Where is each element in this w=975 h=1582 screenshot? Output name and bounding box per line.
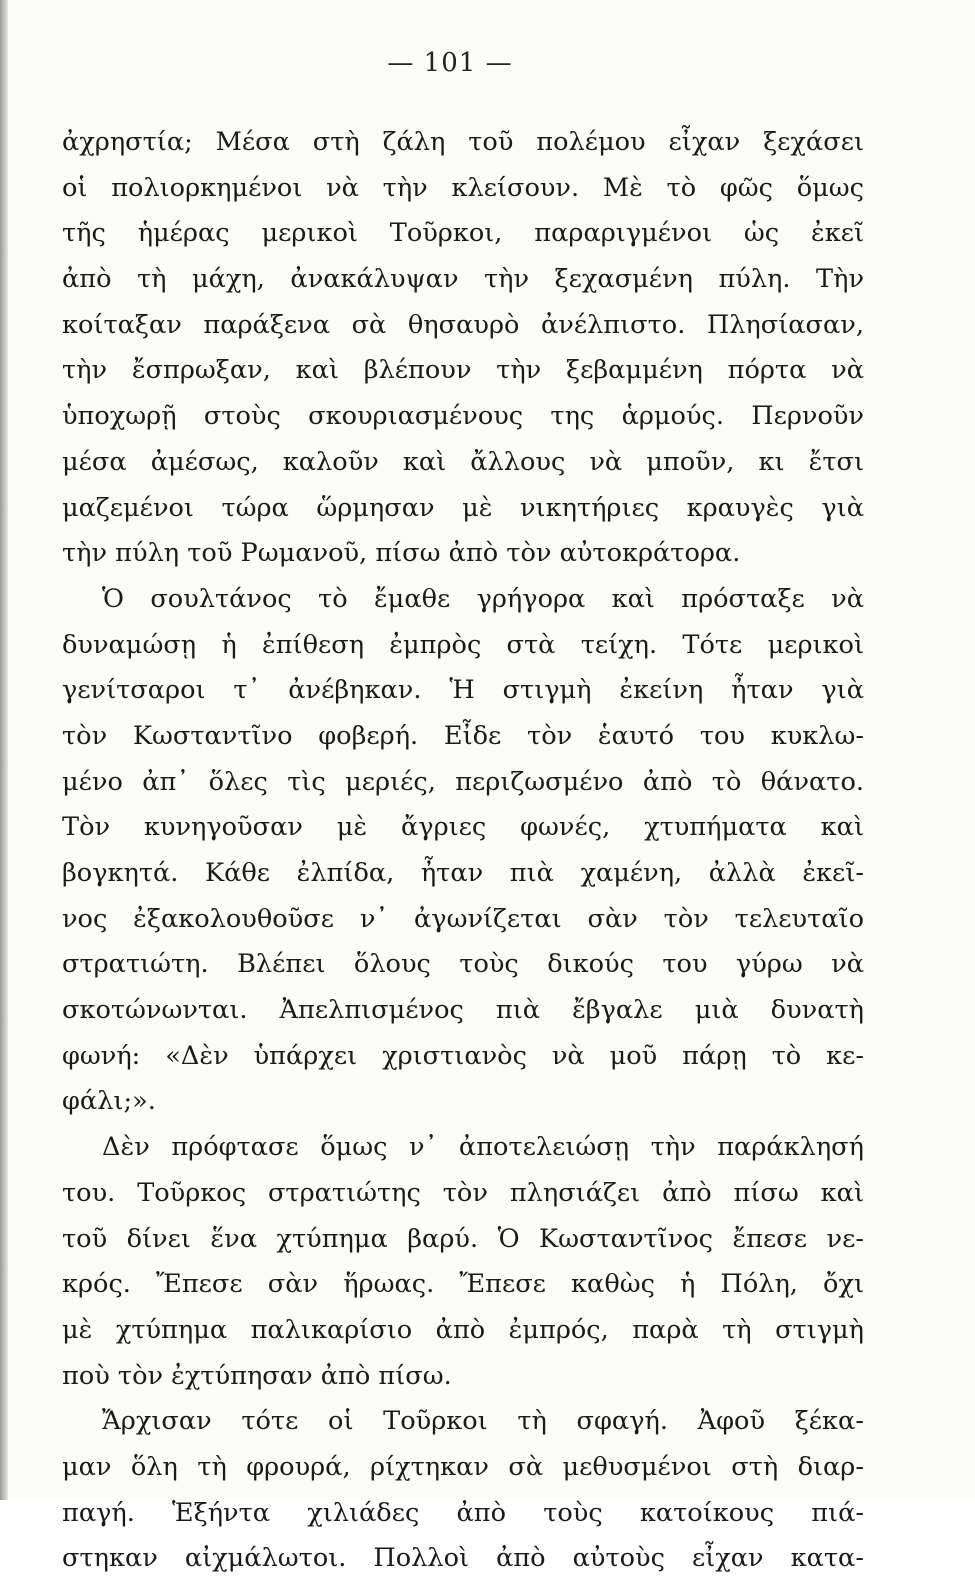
text-line: στρατιώτη. Βλέπει ὅλους τοὺς δικούς του γύρω νὰ: [62, 949, 864, 980]
text-line: μαν ὅλη τὴ φρουρά, ρίχτηκαν σὰ μεθυσμένοι στὴ διαρ-: [62, 1451, 864, 1482]
text-line: του. Τοῦρκος στρατιώτης τὸν πλησιάζει ἀπὸ πίσω καὶ: [62, 1177, 864, 1208]
text-line: φάλι;».: [62, 1086, 156, 1117]
text-line: ἀπὸ τὴ μάχη, ἀνακάλυψαν τὴν ξεχασμένη πύλη. Τὴν: [62, 264, 864, 295]
text-line: μένο ἀπ᾽ ὅλες τὶς μεριές, περιζωσμένο ἀπὸ τὸ θάνατο.: [62, 766, 864, 797]
text-line: Ἄρχισαν τότε οἱ Τοῦρκοι τὴ σφαγή. Ἀφοῦ ξέκα-: [102, 1406, 864, 1437]
text-line: κοίταξαν παράξενα σὰ θησαυρὸ ἀνέλπιστο. Πλησίασαν,: [62, 309, 864, 340]
text-line: φωνή: «Δὲν ὑπάρχει χριστιανὸς νὰ μοῦ πάρῃ τὸ κε-: [62, 1040, 864, 1071]
text-line: σκοτώνωνται. Ἀπελπισμένος πιὰ ἔβγαλε μιὰ δυνατὴ: [62, 995, 864, 1026]
text-line: Τὸν κυνηγοῦσαν μὲ ἄγριες φωνές, χτυπήματα καὶ: [62, 812, 864, 843]
text-line: κρός. Ἔπεσε σὰν ἥρωας. Ἔπεσε καθὼς ἡ Πόλη, ὄχι: [62, 1269, 864, 1300]
text-line: τοῦ δίνει ἕνα χτύπημα βαρύ. Ὁ Κωσταντῖνος ἔπεσε νε-: [62, 1223, 864, 1254]
page-number: — 101 —: [387, 48, 513, 78]
text-line: μέσα ἀμέσως, καλοῦν καὶ ἄλλους νὰ μποῦν, κι ἔτσι: [62, 446, 864, 477]
text-line: νος ἐξακολουθοῦσε ν᾽ ἀγωνίζεται σὰν τὸν τελευταῖο: [62, 903, 864, 934]
text-line: ποὺ τὸν ἐχτύπησαν ἀπὸ πίσω.: [62, 1360, 452, 1391]
text-line: στηκαν αἰχμάλωτοι. Πολλοὶ ἀπὸ αὐτοὺς εἶχαν κατα-: [62, 1543, 864, 1574]
text-line: τὴν πύλη τοῦ Ρωμανοῦ, πίσω ἀπὸ τὸν αὐτοκράτορα.: [62, 538, 741, 569]
page-edge-shadow: [0, 0, 8, 1500]
text-line: μὲ χτύπημα παλικαρίσιο ἀπὸ ἐμπρός, παρὰ τὴ στιγμὴ: [62, 1314, 864, 1345]
text-line: οἱ πολιορκημένοι νὰ τὴν κλείσουν. Μὲ τὸ φῶς ὅμως: [62, 172, 864, 203]
text-line: παγή. Ἑξήντα χιλιάδες ἀπὸ τοὺς κατοίκους πιά-: [62, 1497, 864, 1528]
text-line: τὸν Κωσταντῖνο φοβερή. Εἶδε τὸν ἑαυτό του κυκλω-: [62, 720, 864, 751]
text-line: δυναμώσῃ ἡ ἐπίθεση ἐμπρὸς στὰ τείχη. Τότε μερικοὶ: [62, 629, 864, 660]
body-text: [62, 120, 864, 1582]
text-line: Δὲν πρόφτασε ὅμως ν᾽ ἀποτελειώσῃ τὴν παράκλησή: [102, 1132, 864, 1163]
text-line: βογκητά. Κάθε ἐλπίδα, ἦταν πιὰ χαμένη, ἀλλὰ ἐκεῖ-: [62, 858, 864, 888]
text-line: Ὁ σουλτάνος τὸ ἔμαθε γρήγορα καὶ πρόσταξε νὰ: [102, 583, 864, 614]
text-line: ὑποχωρῇ στοὺς σκουριασμένους της ἁρμούς. Περνοῦν: [62, 401, 864, 432]
text-line: μαζεμένοι τώρα ὥρμησαν μὲ νικητήριες κραυγὲς γιὰ: [62, 492, 864, 523]
text-line: γενίτσαροι τ᾽ ἀνέβηκαν. Ἡ στιγμὴ ἐκείνη ἦταν γιὰ: [62, 675, 864, 706]
text-line: τὴν ἔσπρωξαν, καὶ βλέπουν τὴν ξεβαμμένη πόρτα νὰ: [62, 355, 864, 386]
text-line: ἀχρηστία; Μέσα στὴ ζάλη τοῦ πολέμου εἶχαν ξεχάσει: [62, 127, 864, 157]
text-line: τῆς ἡμέρας μερικοὶ Τοῦρκοι, παραριγμένοι ὡς ἐκεῖ: [62, 218, 864, 249]
